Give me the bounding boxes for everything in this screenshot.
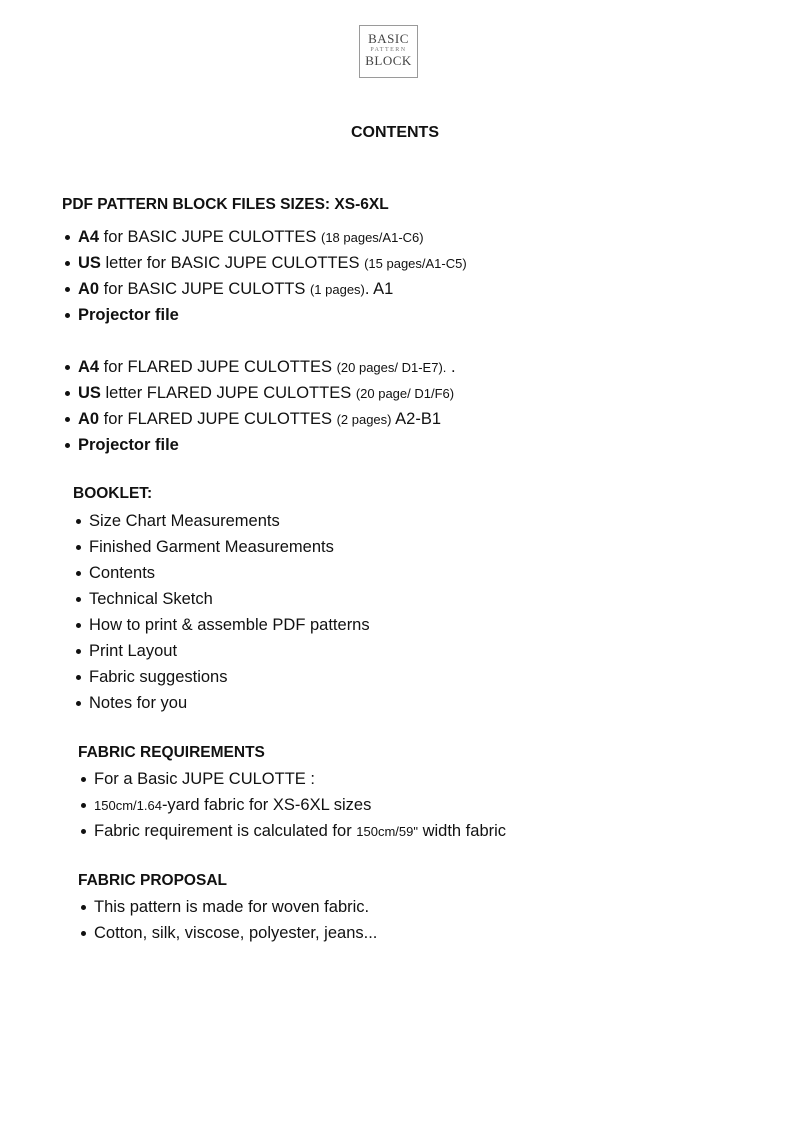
list-item	[78, 250, 467, 276]
page-title: CONTENTS	[351, 124, 439, 141]
item-tail: . A1	[364, 280, 394, 298]
item-text: for FLARED JUPE CULOTTES	[99, 410, 337, 428]
page-count: (18 pages/A1-C6)	[320, 230, 424, 245]
page-count: (2 pages)	[336, 412, 392, 427]
brand-logo	[359, 25, 418, 78]
item-tail: A2-B1	[391, 410, 442, 428]
booklet-list	[89, 508, 370, 716]
list-item	[94, 818, 506, 844]
item-text: -yard fabric for XS-6XL sizes	[161, 796, 372, 814]
list-item	[94, 792, 506, 818]
list-item	[78, 354, 456, 380]
list-item: This pattern is made for woven fabric.	[94, 894, 377, 920]
list-item: How to print & assemble PDF patterns	[89, 612, 370, 638]
list-item: Finished Garment Measurements	[89, 534, 370, 560]
list-item	[78, 302, 467, 328]
format-label: US	[78, 384, 101, 402]
item-text: for BASIC JUPE CULOTTS	[99, 280, 310, 298]
list-item: Size Chart Measurements	[89, 508, 370, 534]
page-count: (1 pages)	[309, 282, 365, 297]
item-text: letter FLARED JUPE CULOTTES	[100, 384, 356, 402]
item-text: Fabric requirement is calculated for	[94, 822, 357, 840]
list-item	[78, 406, 456, 432]
page-count: (15 pages/A1-C5)	[364, 256, 467, 271]
fabric-width: 150cm/59"	[356, 824, 418, 839]
fabric-proposal-heading: FABRIC PROPOSAL	[78, 872, 227, 889]
page-count: (20 pages/ D1-E7).	[336, 360, 447, 375]
list-item	[78, 432, 456, 458]
list-item: Notes for you	[89, 690, 370, 716]
list-item: Technical Sketch	[89, 586, 370, 612]
fabric-amount: 150cm/1.64	[94, 798, 162, 813]
item-tail: .	[446, 358, 456, 376]
format-label: A0	[78, 410, 100, 428]
logo-line-3: BLOCK	[365, 53, 412, 68]
format-label: A0	[78, 280, 100, 298]
list-item	[78, 276, 467, 302]
list-item: Fabric suggestions	[89, 664, 370, 690]
list-item	[78, 380, 456, 406]
fabric-requirements-heading: FABRIC REQUIREMENTS	[78, 744, 265, 761]
projector-file-label: Projector file	[78, 436, 179, 454]
item-text: for BASIC JUPE CULOTTES	[99, 228, 321, 246]
list-item: Print Layout	[89, 638, 370, 664]
list-item: Contents	[89, 560, 370, 586]
fabric-proposal-list	[94, 894, 377, 946]
projector-file-label: Projector file	[78, 306, 179, 324]
pdf-files-heading: PDF PATTERN BLOCK FILES SIZES: XS-6XL	[62, 196, 389, 213]
format-label: US	[78, 254, 101, 272]
pdf-files-list-flared	[78, 354, 456, 458]
booklet-heading: BOOKLET:	[73, 485, 153, 502]
format-label: A4	[78, 228, 100, 246]
page-count: (20 page/ D1/F6)	[355, 386, 455, 401]
fabric-requirements-list	[94, 766, 506, 844]
item-text: for FLARED JUPE CULOTTES	[99, 358, 337, 376]
list-item	[78, 224, 467, 250]
logo-line-1: BASIC	[368, 31, 409, 46]
item-tail: width fabric	[418, 822, 507, 840]
format-label: A4	[78, 358, 100, 376]
item-text: letter for BASIC JUPE CULOTTES	[100, 254, 365, 272]
list-item: Cotton, silk, viscose, polyester, jeans...	[94, 920, 377, 946]
list-item: For a Basic JUPE CULOTTE :	[94, 766, 506, 792]
logo-line-2: PATTERN	[370, 47, 407, 53]
pdf-files-list-basic	[78, 224, 467, 328]
